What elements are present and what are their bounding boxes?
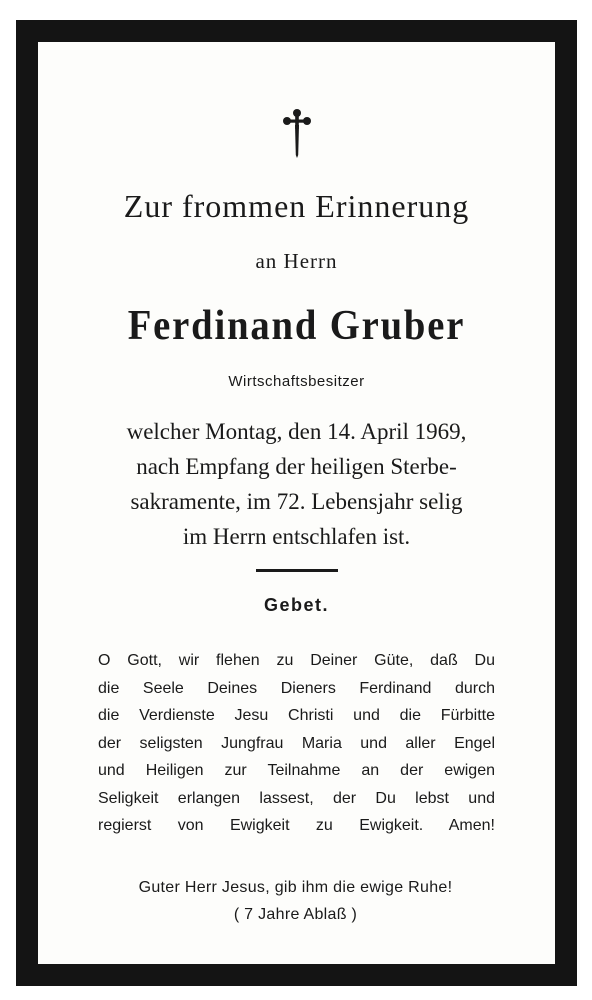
prayer-line: und Heiligen zur Teilnahme an der ewigen [98, 762, 495, 779]
death-notice-line: im Herrn entschlafen ist. [182, 524, 411, 549]
prayer-line: der seligsten Jungfrau Maria und aller Engel [98, 734, 495, 752]
prayer-line: O Gott, wir flehen zu Deiner Güte, daß Du [98, 652, 495, 669]
death-notice [38, 414, 555, 554]
prayer-line: Seligkeit erlangen lassest, der Du lebst und [98, 789, 495, 807]
death-notice-line: nach Empfang der heiligen Sterbe- [136, 454, 457, 479]
divider [256, 569, 338, 572]
closing-text [98, 874, 493, 928]
closing-line: Guter Herr Jesus, gib ihm die ewige Ruhe! [138, 879, 453, 896]
salutation: an Herrn [255, 249, 338, 273]
prayer-text [98, 647, 495, 840]
deceased-name: Ferdinand Gruber [127, 303, 466, 349]
memorial-card [16, 20, 577, 986]
prayer-line: die Seele Deines Dieners Ferdinand durch [98, 679, 495, 697]
prayer-line: regierst von Ewigkeit zu Ewigkeit. Amen! [98, 817, 495, 834]
prayer-heading: Gebet. [263, 595, 329, 615]
card-paper [38, 42, 555, 964]
prayer-line: die Verdienste Jesu Christi und die Fürbitte [98, 707, 495, 724]
death-notice-line: welcher Montag, den 14. April 1969, [126, 419, 467, 444]
indulgence-note: ( 7 Jahre Ablaß ) [233, 906, 358, 923]
occupation: Wirtschaftsbesitzer [228, 373, 365, 390]
cross-icon [282, 109, 312, 159]
card-title: Zur frommen Erinnerung [123, 188, 470, 224]
death-notice-line: sakramente, im 72. Lebensjahr selig [130, 489, 463, 514]
